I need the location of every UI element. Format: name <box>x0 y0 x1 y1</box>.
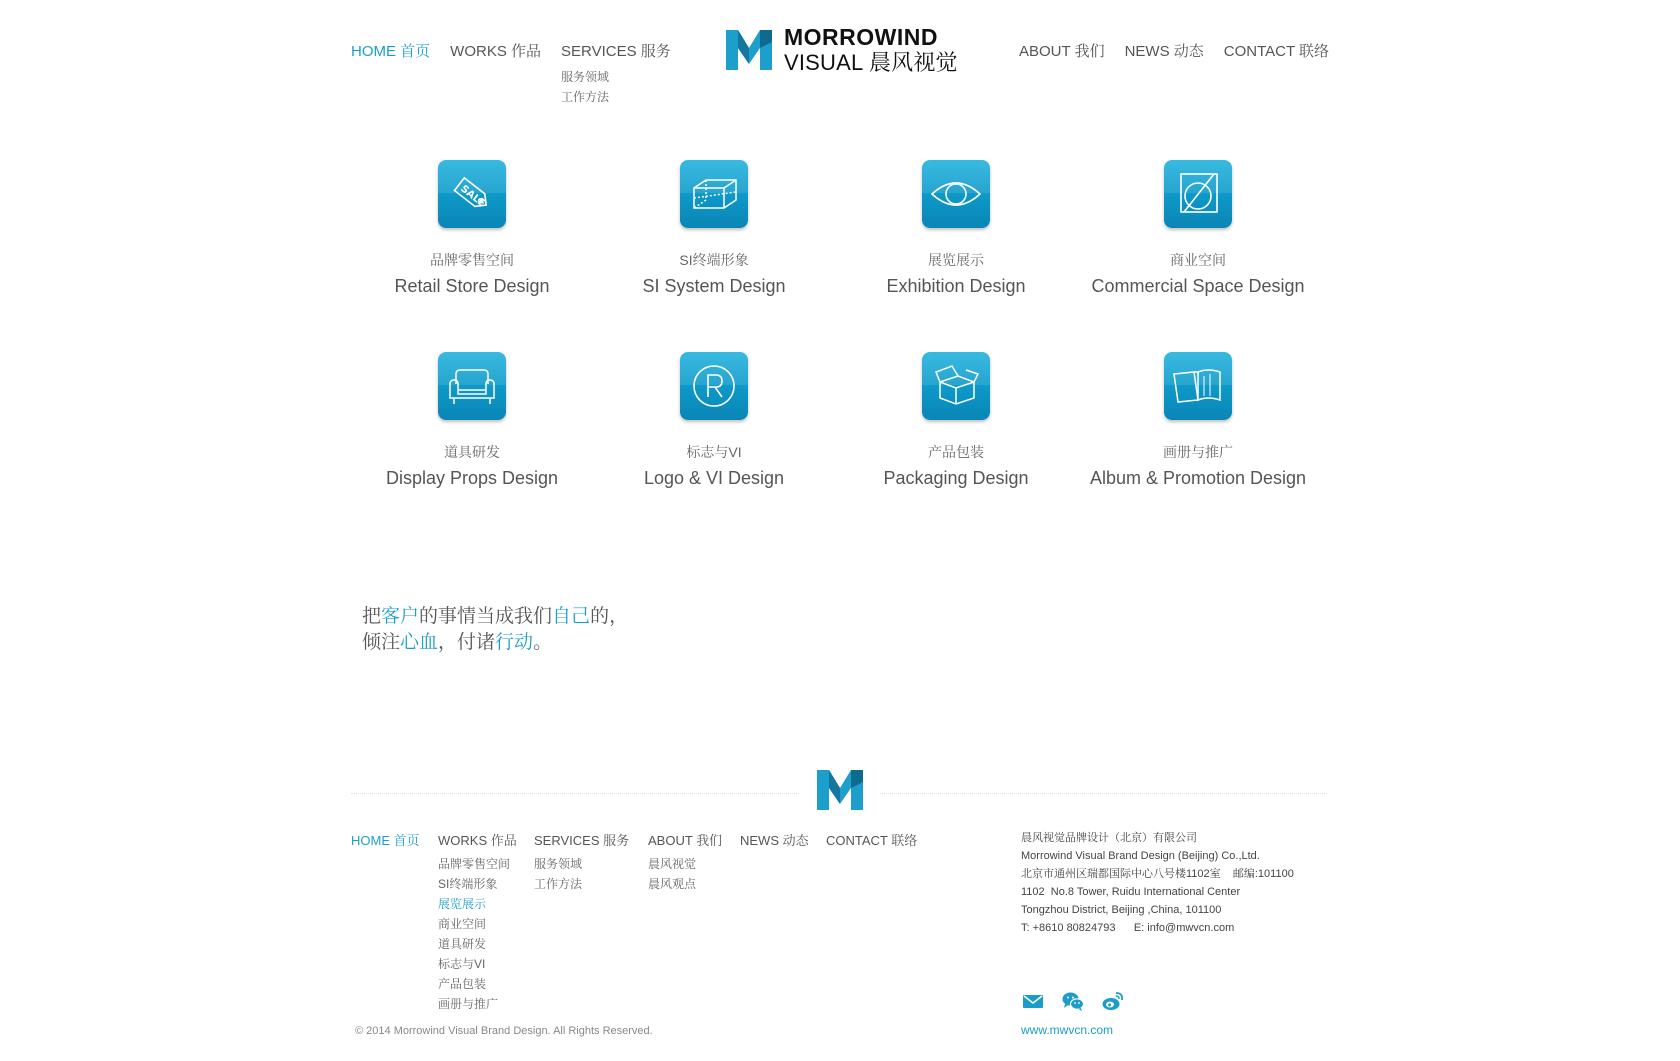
service-en-label: Display Props Design <box>385 468 559 488</box>
footer-col-home <box>351 830 420 849</box>
slogan-highlight: 自己 <box>552 606 591 627</box>
service-cn-label: 画册与推广 <box>1163 444 1233 460</box>
brand-logo[interactable] <box>726 24 958 75</box>
nav-works[interactable]: WORKS 作品 <box>450 43 542 60</box>
service-si-system[interactable] <box>594 160 834 297</box>
service-en-label: SI System Design <box>642 276 786 296</box>
service-cn-label: 产品包装 <box>928 444 984 460</box>
logo-wordmark-bottom: VISUAL 晨风视觉 <box>784 50 958 75</box>
sale-tag-icon <box>438 160 506 228</box>
service-en-label: Logo & VI Design <box>643 468 785 488</box>
company-contact: T: +8610 80824793 E: info@mwvcn.com <box>1021 922 1235 934</box>
slogan-text: 。 <box>533 632 553 653</box>
nav-contact[interactable]: CONTACT 联络 <box>1223 43 1330 60</box>
social-links <box>1021 990 1125 1012</box>
footer-services-item[interactable]: 工作方法 <box>534 877 583 891</box>
footer-nav-contact[interactable]: CONTACT 联络 <box>826 833 918 848</box>
mail-icon[interactable] <box>1021 990 1045 1012</box>
footer-works-item[interactable]: 展览展示 <box>438 897 487 911</box>
nav-sub-service-areas[interactable]: 服务领域 <box>561 70 610 84</box>
footer-works-item[interactable]: 标志与VI <box>438 957 486 971</box>
service-cn-label: 商业空间 <box>1170 252 1226 268</box>
slogan-highlight: 客户 <box>381 606 420 627</box>
box-frame-icon <box>680 160 748 228</box>
company-slogan <box>362 604 628 656</box>
footer-works-item[interactable]: 品牌零售空间 <box>438 857 511 871</box>
footer-about-item[interactable]: 晨风观点 <box>648 877 697 891</box>
nav-services[interactable] <box>561 40 671 104</box>
nav-home[interactable]: HOME 首页 <box>351 43 431 60</box>
wechat-icon[interactable] <box>1061 990 1085 1012</box>
weibo-icon[interactable] <box>1101 990 1125 1012</box>
footer-works-item[interactable]: 产品包装 <box>438 977 487 991</box>
slogan-highlight: 行动 <box>495 632 534 653</box>
service-en-label: Album & Promotion Design <box>1089 468 1307 488</box>
service-album-promotion[interactable] <box>1078 352 1318 489</box>
slogan-text: 倾注 <box>362 632 401 653</box>
service-exhibition[interactable] <box>836 160 1076 297</box>
footer-works-list <box>438 854 517 1014</box>
footer-col-about <box>648 830 722 894</box>
footer-about-item[interactable]: 晨风视觉 <box>648 857 697 871</box>
company-address-cn: 北京市通州区瑞都国际中心八号楼1102室 邮编:101100 <box>1021 868 1294 880</box>
company-address-en-2: Tongzhou District, Beijing ,China, 101100 <box>1021 904 1222 916</box>
footer-nav-news[interactable]: NEWS 动态 <box>740 833 809 848</box>
service-cn-label: 道具研发 <box>444 444 500 460</box>
footer-nav-works[interactable]: WORKS 作品 <box>438 833 517 848</box>
company-address-en-1: 1102 No.8 Tower, Ruidu International Center <box>1021 886 1241 898</box>
slogan-text: 的， <box>590 606 629 627</box>
m-logo-icon <box>815 768 865 812</box>
svg-text:SALE: SALE <box>458 183 488 210</box>
service-cn-label: 标志与VI <box>686 444 742 460</box>
copyright-text: © 2014 Morrowind Visual Brand Design. All Rights Reserved. <box>355 1025 653 1037</box>
nav-sub-work-method[interactable]: 工作方法 <box>561 90 610 104</box>
nav-services-submenu <box>561 67 609 107</box>
eye-icon <box>922 160 990 228</box>
website-link[interactable]: www.mwvcn.com <box>1021 1023 1114 1037</box>
slogan-text: ，付诸 <box>438 632 496 653</box>
footer-services-list <box>534 854 629 894</box>
slogan-highlight: 心血 <box>400 632 439 653</box>
slogan-text: 把 <box>362 606 382 627</box>
service-cn-label: SI终端形象 <box>679 252 749 268</box>
empty-set-icon <box>1164 160 1232 228</box>
service-packaging[interactable] <box>836 352 1076 489</box>
footer-about-list <box>648 854 722 894</box>
footer-col-news <box>740 830 809 849</box>
slogan-line-1 <box>362 604 628 630</box>
nav-services-label[interactable]: SERVICES 服务 <box>561 43 671 60</box>
nav-news[interactable]: NEWS 动态 <box>1124 43 1204 60</box>
m-logo-icon <box>726 28 772 72</box>
slogan-text: 的事情当成我们 <box>419 606 553 627</box>
footer-works-item[interactable]: 商业空间 <box>438 917 487 931</box>
main-nav-right <box>1019 40 1329 61</box>
company-name-en: Morrowind Visual Brand Design (Beijing) Co.,Ltd. <box>1021 850 1260 862</box>
footer-nav-home[interactable]: HOME 首页 <box>351 833 420 848</box>
footer-works-item[interactable]: SI终端形象 <box>438 877 498 891</box>
service-en-label: Commercial Space Design <box>1091 276 1305 296</box>
footer-logo[interactable] <box>800 768 880 820</box>
service-cn-label: 展览展示 <box>928 252 984 268</box>
company-name-cn: 晨风视觉品牌设计（北京）有限公司 <box>1021 832 1197 844</box>
service-display-props[interactable] <box>352 352 592 489</box>
service-en-label: Exhibition Design <box>886 276 1026 296</box>
sofa-icon <box>438 352 506 420</box>
footer-works-item[interactable]: 画册与推广 <box>438 997 499 1011</box>
nav-about[interactable]: ABOUT 我们 <box>1019 43 1105 60</box>
service-commercial-space[interactable] <box>1078 160 1318 297</box>
service-en-label: Retail Store Design <box>394 276 550 296</box>
footer-col-contact <box>826 830 917 849</box>
slogan-line-2 <box>362 630 628 656</box>
brochure-icon <box>1164 352 1232 420</box>
service-retail-store[interactable] <box>352 160 592 297</box>
footer-nav-about[interactable]: ABOUT 我们 <box>648 833 723 848</box>
footer-nav-services[interactable]: SERVICES 服务 <box>534 833 630 848</box>
logo-wordmark-top: MORROWIND <box>784 24 938 50</box>
registered-icon <box>680 352 748 420</box>
service-cn-label: 品牌零售空间 <box>430 252 514 268</box>
footer-works-item[interactable]: 道具研发 <box>438 937 487 951</box>
service-en-label: Packaging Design <box>883 468 1029 488</box>
company-info <box>1021 829 1294 937</box>
main-nav-left <box>351 40 691 104</box>
service-logo-vi[interactable] <box>594 352 834 489</box>
footer-col-services <box>534 830 629 894</box>
footer-services-item[interactable]: 服务领域 <box>534 857 583 871</box>
footer-col-works <box>438 830 517 1014</box>
package-icon <box>922 352 990 420</box>
